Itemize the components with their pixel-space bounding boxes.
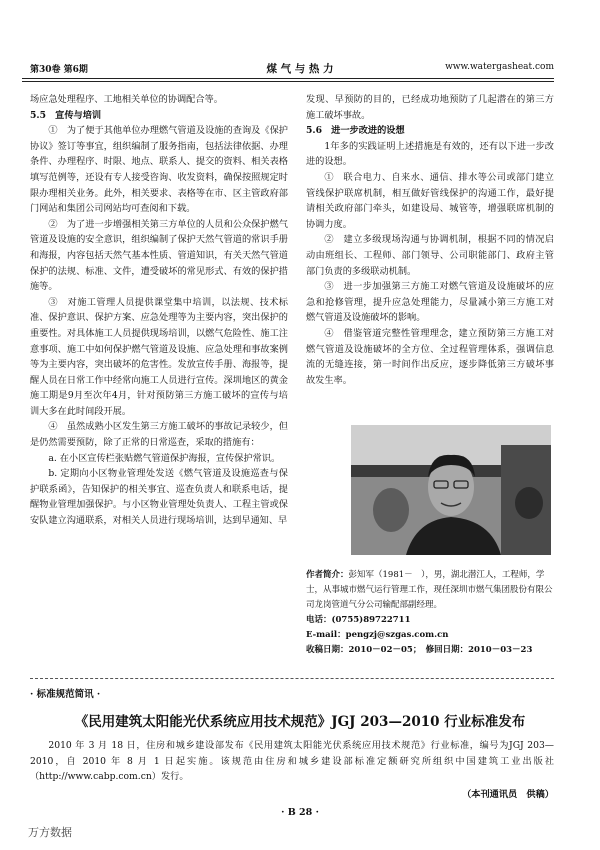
news-credit: （本刊通讯员 供稿）	[462, 789, 554, 800]
section-heading: 5.5 宣传与培训	[30, 109, 102, 121]
paragraph: ② 为了进一步增强相关第三方单位的人员和公众保护燃气管道及设施的安全意识，组织编制了保护天然气管道的常识手册和海报，内容包括天然气基本性质、管道知识，有关天然气管道保护的法规、标准、文件，遭受破坏的常见形式、有效的保护措施等。	[30, 218, 288, 293]
paragraph: ④ 虽然成熟小区发生第三方施工破坏的事故记录较少，但是仍然需要预防，除了正常的日常巡查，采取的措施有：	[30, 421, 288, 449]
paragraph: 场应急处理程序、工地相关单位的协调配合等。	[30, 94, 223, 105]
right-column	[306, 92, 554, 388]
paragraph: ① 联合电力、自来水、通信、排水等公司或部门建立管线保护联席机制，相互做好管线保护的沟通工作，最好提请相关政府部门牵头，如建设局、城管等，增强联席机制的协调力度。	[306, 171, 554, 230]
volume-issue: 第30卷 第6期	[30, 65, 88, 75]
paragraph: ① 为了便于其他单位办理燃气管道及设施的查询及《保护协议》签订等事宜，组织编制了服务指南，包括法律依据、办理条件、办理程序、时限、地点、联系人、提交的资料、相关表格填写范例等，还设有专人接受咨询、收发资料，确保按照规定时限办理相关业务。此外，相关要求、表格等在市、区主管政府部门网站和集团公司网站均可查阅和下载。	[30, 125, 288, 215]
paragraph: b. 定期向小区物业管理处发送《燃气管道及设施巡查与保护联系函》，告知保护的相关事宜、巡查负责人和联系电话，提醒物业管理加强保护。与小区物业管理处负责人、工程主管或保安队建立沟通联系，对相关人员进行现场培训，达到早通知、早	[30, 468, 288, 527]
left-column	[30, 92, 288, 529]
journal-title: 煤 气 与 热 力	[266, 63, 334, 75]
author-photo	[351, 425, 551, 555]
author-bio-label: 作者简介：	[306, 570, 349, 580]
author-bio-text: 彭知军（1981－ ），男，湖北潜江人，工程师，学士，从事城市燃气运行管理工作，现任深圳市燃气集团股份有限公司龙岗管道气分公司输配部副经理。	[306, 570, 553, 610]
journal-website: www.watergasheat.com	[445, 62, 554, 72]
header-rule	[22, 78, 554, 79]
paragraph: ② 建立多级现场沟通与协调机制，根据不同的情况启动由班组长、工程师、部门领导、公司职能部门、政府主管部门负责的多级联动机制。	[306, 234, 554, 277]
page-number: · B 28 ·	[281, 807, 319, 818]
received-dates: 收稿日期：2010－02－05； 修回日期：2010－03－23	[306, 645, 533, 655]
news-body	[30, 738, 554, 785]
news-body-text: 2010 年 3 月 18 日，住房和城乡建设部发布《民用建筑太阳能光伏系统应用技术规范》行业标准，编号为JGJ 203—2010，自 2010 年 8 月 1 日起实施。该规范由住房和城乡建设部标准定额研究所组织中国建筑工业出版社（http://www.cabp.com.cn）发行。	[30, 740, 554, 783]
paragraph: 1年多的实践证明上述措施是有效的，还有以下进一步改进的设想。	[306, 140, 554, 168]
author-bio	[306, 568, 554, 613]
section-divider	[30, 678, 554, 679]
author-phone: 电话：(0755)89722711	[306, 615, 411, 625]
author-info	[306, 568, 554, 658]
paragraph: ③ 进一步加强第三方施工对燃气管道及设施破坏的应急和抢修管理，提升应急处理能力，尽量减小第三方施工对燃气管道及设施破坏的影响。	[306, 281, 554, 324]
paragraph: a. 在小区宣传栏张贴燃气管道保护海报，宣传保护常识。	[48, 452, 281, 464]
paragraph: ④ 借鉴管道完整性管理理念，建立预防第三方施工对燃气管道及设施破坏的全方位、全过程管理体系，强调信息流的无缝连接，第一时间作出反应，逐步降低第三方破坏事故发生率。	[306, 327, 554, 386]
header-rule-thin	[22, 81, 554, 82]
watermark: 万方数据	[28, 826, 72, 839]
news-section-tag: · 标准规范简讯 ·	[30, 689, 101, 700]
author-email: E-mail：pengzj@szgas.com.cn	[306, 630, 449, 640]
paragraph: ③ 对施工管理人员提供课堂集中培训，以法规、技术标准、保护意识、保护方案、应急处理等为主要内容，突出保护的重要性。对具体施工人员提供现场培训，以燃气危险性、施工注意事项、施工中如何保护燃气管道及设施、应急处理和事故案例等为主要内容，突出破坏的危害性。发放宣传手册、海报等，提醒人员在日常工作中经常向施工人员进行宣传。深圳地区的黄金施工期是9月至次年4月，针对预防第三方施工破坏的宣传与培训大多在此时间段开展。	[30, 296, 288, 417]
paragraph: 发现、早预防的目的，已经成功地预防了几起潜在的第三方施工破坏事故。	[306, 94, 554, 121]
section-heading: 5.6 进一步改进的设想	[306, 125, 405, 137]
news-title: 《民用建筑太阳能光伏系统应用技术规范》JGJ 203—2010 行业标准发布	[74, 714, 526, 730]
